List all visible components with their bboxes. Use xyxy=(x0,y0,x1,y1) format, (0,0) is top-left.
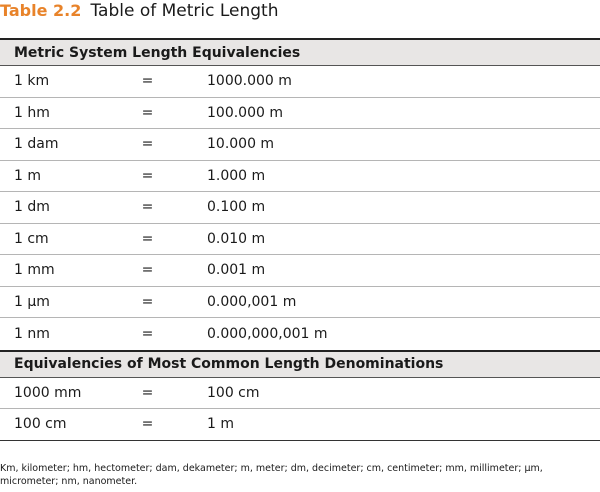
equals-cell: = xyxy=(141,230,154,247)
unit-cell: 1000 mm xyxy=(14,384,82,401)
equals-cell: = xyxy=(141,384,154,401)
value-cell: 0.000,000,001 m xyxy=(207,325,328,342)
equals-cell: = xyxy=(141,136,154,153)
table-row xyxy=(0,129,600,161)
unit-cell: 1 dm xyxy=(14,199,50,216)
unit-cell: 1 m xyxy=(14,167,41,184)
value-cell: 0.001 m xyxy=(207,262,266,279)
value-cell: 100.000 m xyxy=(207,104,283,121)
equals-cell: = xyxy=(141,199,154,216)
table-row xyxy=(0,66,600,98)
unit-cell: 1 km xyxy=(14,73,50,90)
unit-cell: 1 nm xyxy=(14,325,50,342)
value-cell: 0.010 m xyxy=(207,230,266,247)
value-cell: 100 cm xyxy=(207,384,260,401)
table-footnote: Km, kilometer; hm, hectometer; dam, dekameter; m, meter; dm, decimeter; cm, centimeter; mm, millimeter; µm, micrometer; nm, nanometer. xyxy=(0,463,543,487)
table-number: Table 2.2 xyxy=(0,1,82,20)
table-row xyxy=(0,409,600,441)
unit-cell: 1 cm xyxy=(14,230,49,247)
equals-cell: = xyxy=(141,104,154,121)
value-cell: 1.000 m xyxy=(207,167,266,184)
table-row xyxy=(0,255,600,287)
equals-cell: = xyxy=(141,262,154,279)
section-heading-equivalencies: Metric System Length Equivalencies xyxy=(0,38,600,66)
value-cell: 1000.000 m xyxy=(207,73,292,90)
unit-cell: 1 dam xyxy=(14,136,59,153)
table-title xyxy=(0,0,279,24)
table-caption: Table of Metric Length xyxy=(90,1,279,21)
equals-cell: = xyxy=(141,325,154,342)
table-row xyxy=(0,161,600,193)
table-row xyxy=(0,318,600,350)
equals-cell: = xyxy=(141,73,154,90)
table-row xyxy=(0,192,600,224)
table-row xyxy=(0,224,600,256)
value-cell: 10.000 m xyxy=(207,136,275,153)
section-heading-common-denominations: Equivalencies of Most Common Length Denominations xyxy=(0,350,600,378)
unit-cell: 1 mm xyxy=(14,262,55,279)
table-row xyxy=(0,378,600,410)
equals-cell: = xyxy=(141,167,154,184)
equals-cell: = xyxy=(141,416,154,433)
unit-cell: 100 cm xyxy=(14,416,67,433)
metric-length-table xyxy=(0,38,600,441)
table-row xyxy=(0,287,600,319)
unit-cell: 1 hm xyxy=(14,104,50,121)
equals-cell: = xyxy=(141,293,154,310)
value-cell: 0.100 m xyxy=(207,199,266,216)
value-cell: 1 m xyxy=(207,416,234,433)
value-cell: 0.000,001 m xyxy=(207,293,297,310)
unit-cell: 1 µm xyxy=(14,293,50,310)
table-row xyxy=(0,98,600,130)
